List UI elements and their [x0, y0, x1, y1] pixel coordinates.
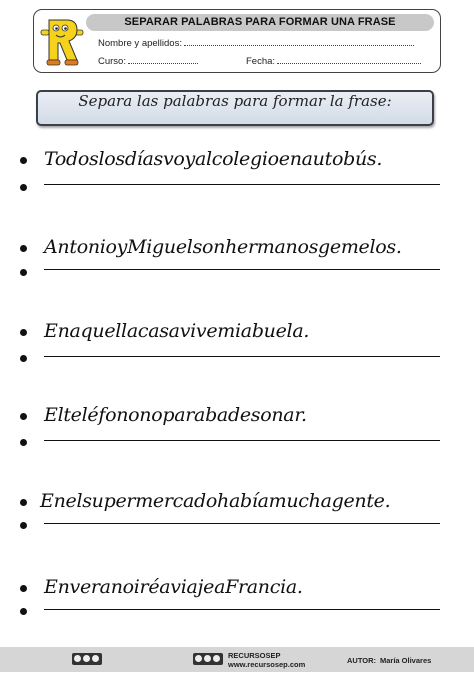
author-label: AUTOR:	[347, 656, 377, 665]
recursosep-logo	[39, 16, 85, 68]
name-field[interactable]	[98, 38, 414, 49]
creative-commons-icon	[193, 653, 223, 665]
exercise-item	[0, 148, 474, 218]
footer-brand: RECURSOSEP	[228, 651, 281, 660]
bullet-icon	[20, 522, 27, 529]
course-blank[interactable]	[128, 56, 198, 64]
bullet-icon	[20, 585, 27, 592]
exercise-item	[0, 404, 474, 474]
bullet-icon	[20, 157, 27, 164]
bullet-icon	[20, 355, 27, 362]
bullet-icon	[20, 413, 27, 420]
creative-commons-icon	[72, 653, 102, 665]
course-label: Curso:	[98, 56, 126, 67]
author-name: María Olivares	[380, 656, 432, 665]
footer-bar	[0, 647, 474, 672]
answer-line[interactable]	[44, 356, 440, 357]
date-label: Fecha:	[246, 56, 276, 67]
exercise-item	[0, 236, 474, 306]
bullet-icon	[20, 269, 27, 276]
date-field[interactable]	[246, 56, 421, 67]
name-label: Nombre y apellidos:	[98, 38, 182, 49]
answer-line[interactable]	[44, 184, 440, 185]
exercise-item	[0, 490, 474, 560]
answer-line[interactable]	[44, 440, 440, 441]
worksheet-title: SEPARAR PALABRAS PARA FORMAR UNA FRASE	[86, 14, 434, 31]
joined-sentence: Enaquellacasavivemiabuela.	[44, 320, 310, 342]
joined-sentence: AntonioyMiguelsonhermanosgemelos.	[44, 236, 402, 258]
answer-line[interactable]	[44, 609, 440, 610]
joined-sentence: Elteléfononoparabadesonar.	[44, 404, 307, 426]
bullet-icon	[20, 499, 27, 506]
date-blank[interactable]	[277, 56, 421, 64]
bullet-icon	[20, 184, 27, 191]
bullet-icon	[20, 439, 27, 446]
exercise-item	[0, 320, 474, 390]
answer-line[interactable]	[44, 269, 440, 270]
joined-sentence: Todoslosdíasvoyalcolegioenautobús.	[44, 148, 383, 170]
course-field[interactable]	[98, 56, 198, 67]
joined-sentence: Enelsupermercadohabíamuchagente.	[40, 490, 391, 512]
footer-url[interactable]: www.recursosep.com	[228, 660, 306, 669]
exercise-item	[0, 576, 474, 646]
instruction-box: Separa las palabras para formar la frase:	[36, 90, 434, 126]
answer-line[interactable]	[44, 523, 440, 524]
bullet-icon	[20, 608, 27, 615]
bullet-icon	[20, 245, 27, 252]
bullet-icon	[20, 329, 27, 336]
header-box	[33, 9, 441, 73]
name-blank[interactable]	[184, 38, 414, 46]
joined-sentence: EnveranoiréaviajeaFrancia.	[44, 576, 303, 598]
